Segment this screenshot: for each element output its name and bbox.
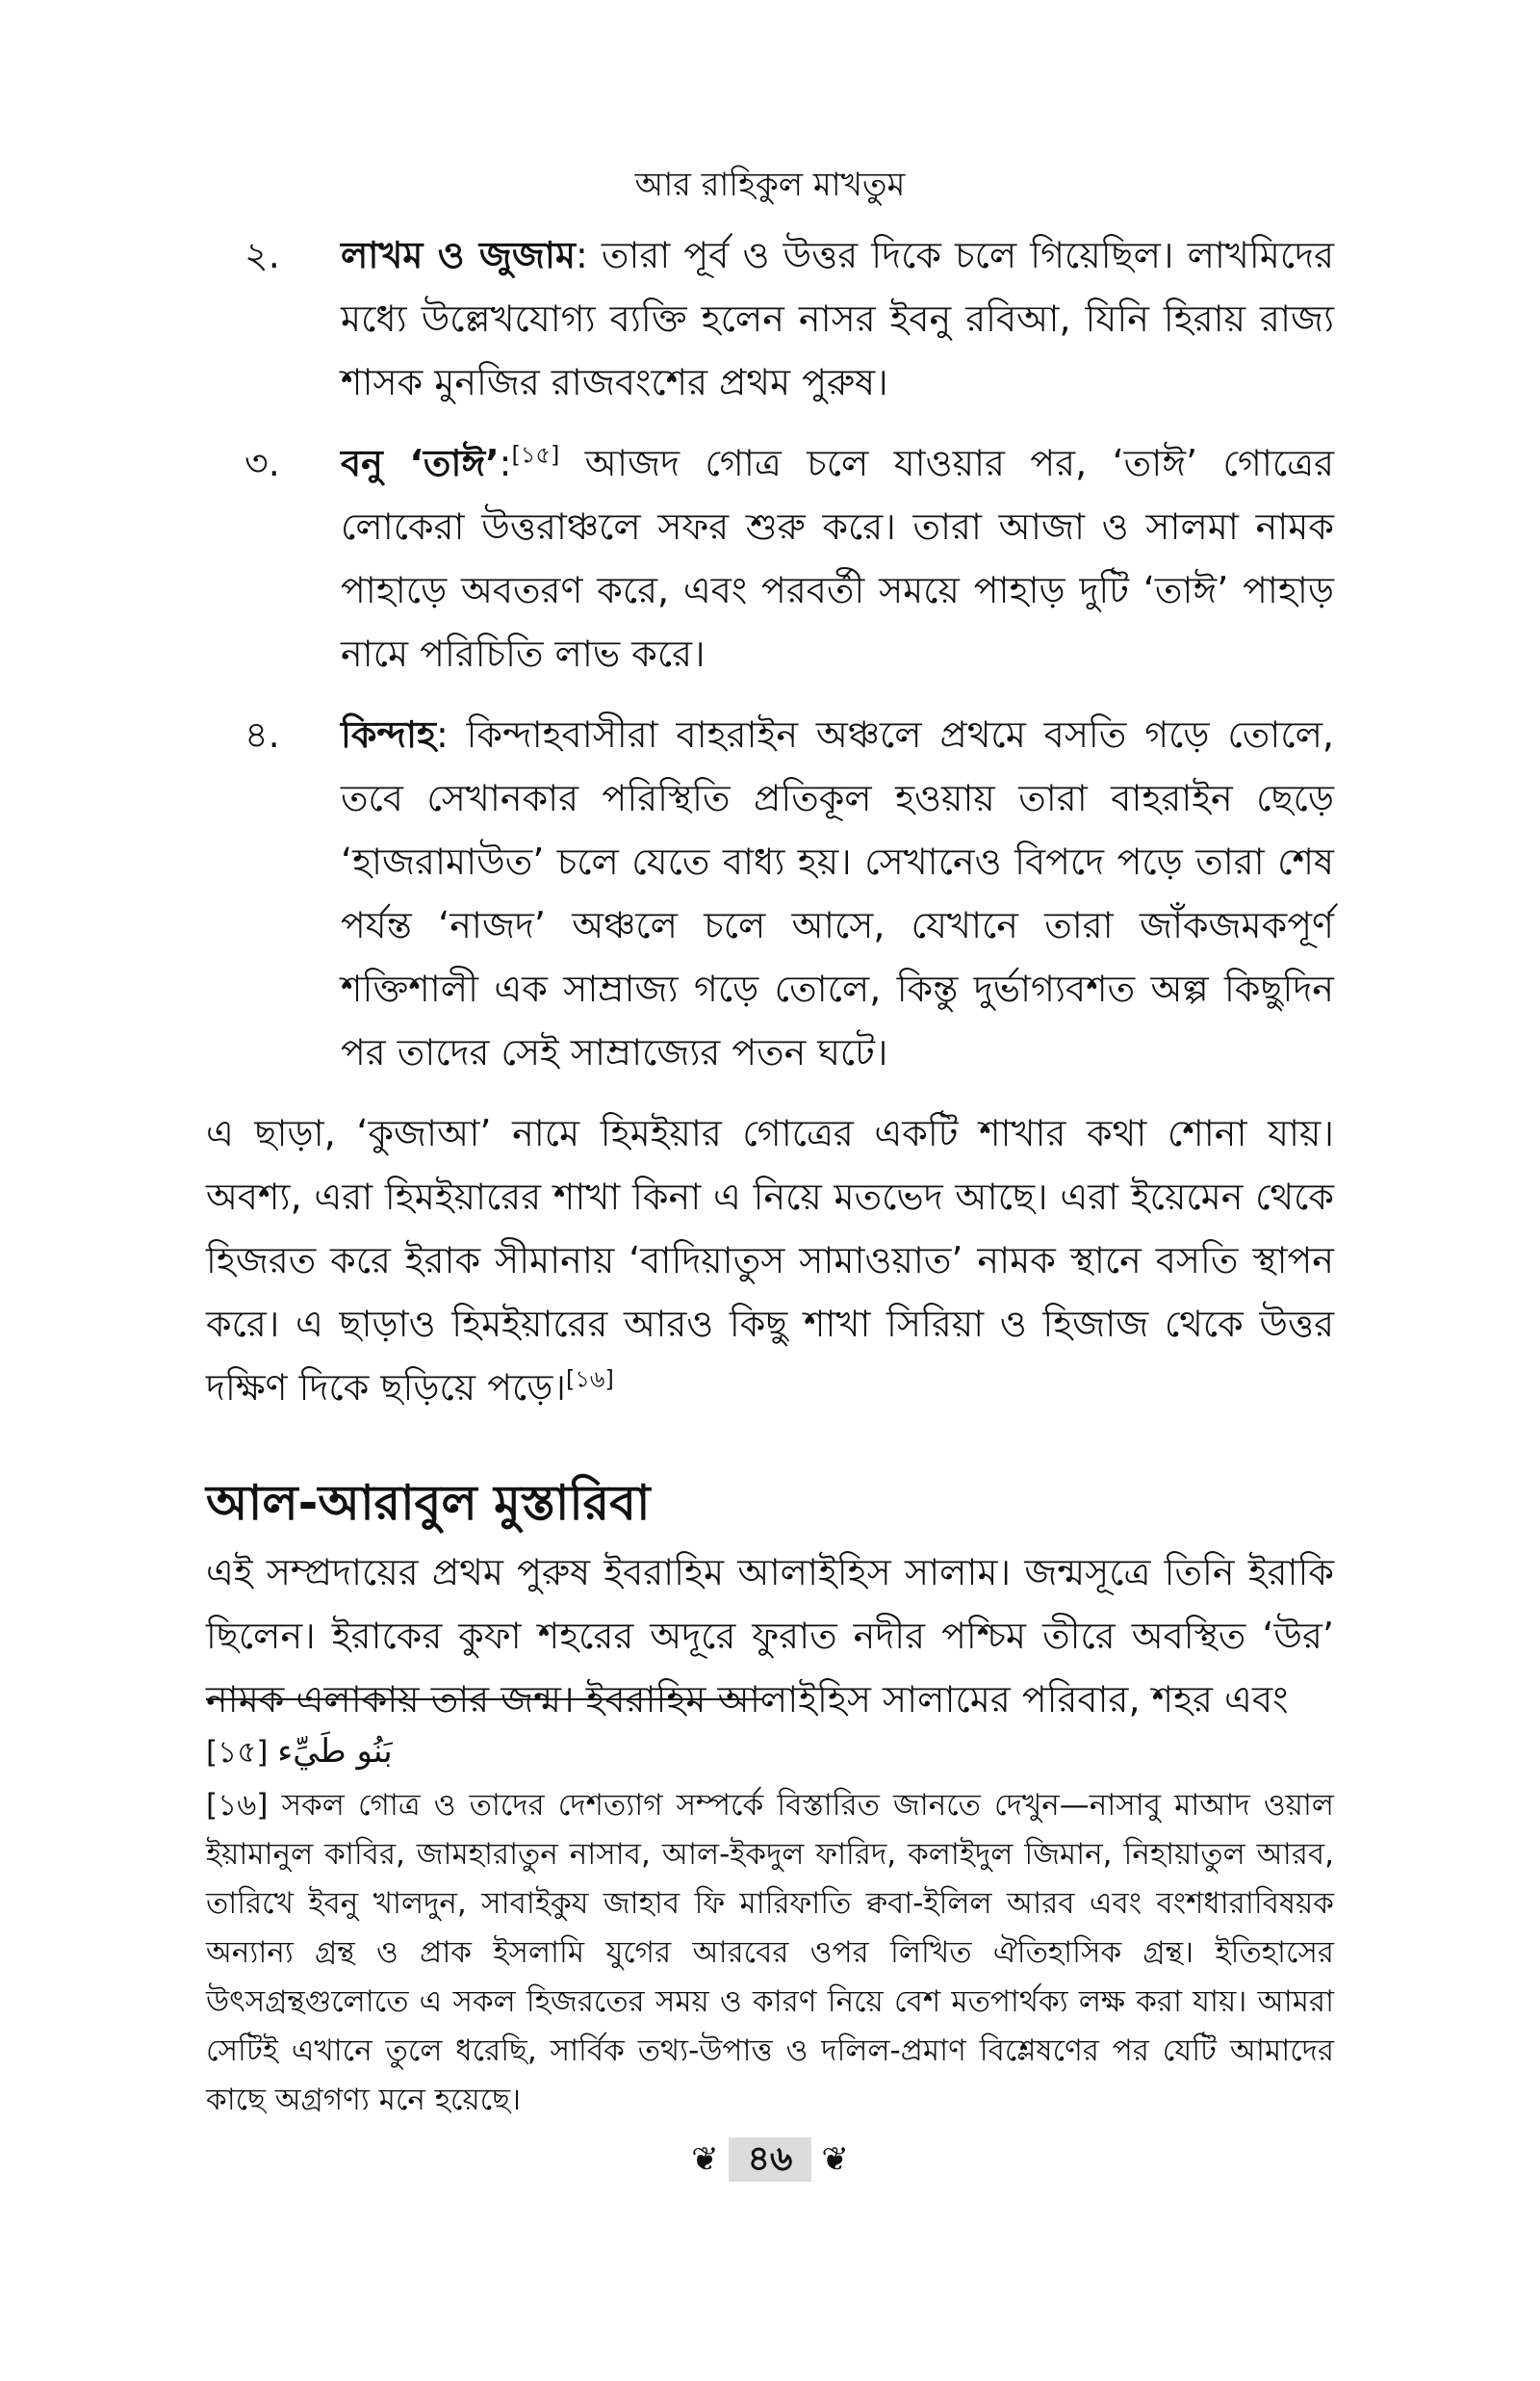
paragraph-text: এ ছাড়া, ‘কুজাআ’ নামে হিমইয়ার গোত্রের একটি শাখার কথা শোনা যায়। অবশ্য, এরা হিমইয়ারের শাখা কিনা এ নিয়ে মতভেদ আছে। এরা ইয়েমেন থেকে হিজরত করে ইরাক সীমানায় ‘বাদিয়াতুস সামাওয়াত’ নামক স্থানে বসতি স্থাপন করে। এ ছাড়াও হিমইয়ারের আরও কিছু শাখা সিরিয়া ও হিজাজ থেকে উত্তর দক্ষিণ দিকে ছড়িয়ে পড়ে। — [206, 1112, 1334, 1409]
list-term: কিন্দাহ — [341, 713, 436, 756]
term-separator: : — [435, 713, 467, 756]
footnote-text: সকল গোত্র ও তাদের দেশত্যাগ সম্পর্কে বিস্তারিত জানতে দেখুন—নাসাবু মাআদ ওয়াল ইয়ামানুল কাবির, জামহারাতুন নাসাব, আল-ইকদুল ফারিদ, কলাইদুল জিমান, নিহায়াতুল আরব, তারিখে ইবনু খালদুন, সাবাইকুয জাহাব ফি মারিফাতি ক্ববা-ইলিল আরব এবং বংশধারাবিষয়ক অন্যান্য গ্রন্থ ও প্রাক ইসলামি যুগের আরবের ওপর লিখিত ঐতিহাসিক গ্রন্থ। ইতিহাসের উৎসগ্রন্থগুলোতে এ সকল হিজরতের সময় ও কারণ নিয়ে বেশ মতপার্থক্য লক্ষ করা যায়। আমরা সেটিই এখানে তুলে ধরেছি, সার্বিক তথ্য-উপাত্ত ও দলিল-প্রমাণ বিশ্লেষণের পর যেটি আমাদের কাছে অগ্রগণ্য মনে হয়েছে। — [206, 1788, 1334, 2117]
list-text: কিন্দাহবাসীরা বাহরাইন অঞ্চলে প্রথমে বসতি গড়ে তোলে, তবে সেখানকার পরিস্থিতি প্রতিকূল হওয়ায় তারা বাহরাইন ছেড়ে ‘হাজরামাউত’ চলে যেতে বাধ্য হয়। সেখানেও বিপদে পড়ে তারা শেষ পর্যন্ত ‘নাজদ’ অঞ্চলে চলে আসে, যেখানে তারা জাঁকজমকপূর্ণ শক্তিশালী এক সাম্রাজ্য গড়ে তোলে, কিন্তু দুর্ভাগ্যবশত অল্প কিছুদিন পর তাদের সেই সাম্রাজ্যের পতন ঘটে। — [341, 713, 1334, 1074]
page-footer — [0, 2137, 1540, 2182]
list-item — [206, 431, 1334, 686]
footnote-ref[interactable]: [১৫] — [511, 441, 560, 469]
running-header: আর রাহিকুল মাখতুম — [634, 166, 906, 204]
footnote-arabic-text: بَنُو طَيِّء — [277, 1732, 393, 1771]
list-item — [206, 223, 1334, 414]
ornament-right-icon: ❦ — [821, 2140, 849, 2179]
list-text: তারা পূর্ব ও উত্তর দিকে চলে গিয়েছিল। লাখমিদের মধ্যে উল্লেখযোগ্য ব্যক্তি হলেন নাসর ইবনু রবিআ, যিনি হিরায় রাজ্য শাসক মুনজির রাজবংশের প্রথম পুরুষ। — [341, 234, 1334, 403]
footnote-marker: [১৫] — [206, 1735, 269, 1770]
footnote-divider — [206, 1698, 762, 1700]
ornament-left-icon: ❦ — [691, 2140, 719, 2179]
footnote-ref[interactable]: [১৬] — [566, 1365, 614, 1393]
list-number: ৪. — [244, 713, 280, 756]
section-heading: আল-আরাবুল মুস্তারিবা — [206, 1475, 651, 1531]
list-item — [206, 703, 1334, 1084]
footnotes — [206, 1698, 1334, 2129]
section-paragraph: এই সম্প্রদায়ের প্রথম পুরুষ ইবরাহিম আলাইহিস সালাম। জন্মসূত্রে তিনি ইরাকি ছিলেন। ইরাকের কুফা শহরের অদূরে ফুরাত নদীর পশ্চিম তীরে অবস্থিত ‘উর’ নামক এলাকায় তার জন্ম। ইবরাহিম আলাইহিস সালামের পরিবার, শহর এবং — [206, 1551, 1334, 1721]
footnote — [206, 1781, 1334, 2125]
page-number: ৪৬ — [729, 2137, 812, 2182]
list-term: লাখম ও জুজাম — [341, 234, 576, 276]
list-term: বনু ‘তাঈ’ — [341, 442, 500, 484]
body-paragraph — [206, 1101, 1334, 1419]
main-text — [206, 223, 1334, 1731]
footnote-marker: [১৬] — [206, 1788, 269, 1823]
term-separator: : — [499, 442, 512, 484]
footnote — [206, 1727, 1334, 1777]
list-number: ৩. — [244, 442, 280, 484]
term-separator: : — [575, 234, 602, 276]
list-number: ২. — [244, 234, 280, 276]
list-text: আজদ গোত্র চলে যাওয়ার পর, ‘তাঈ’ গোত্রের লোকেরা উত্তরাঞ্চলে সফর শুরু করে। তারা আজা ও সালমা নামক পাহাড়ে অবতরণ করে, এবং পরবর্তী সময়ে পাহাড় দুটি ‘তাঈ’ পাহাড় নামে পরিচিতি লাভ করে। — [341, 442, 1334, 675]
